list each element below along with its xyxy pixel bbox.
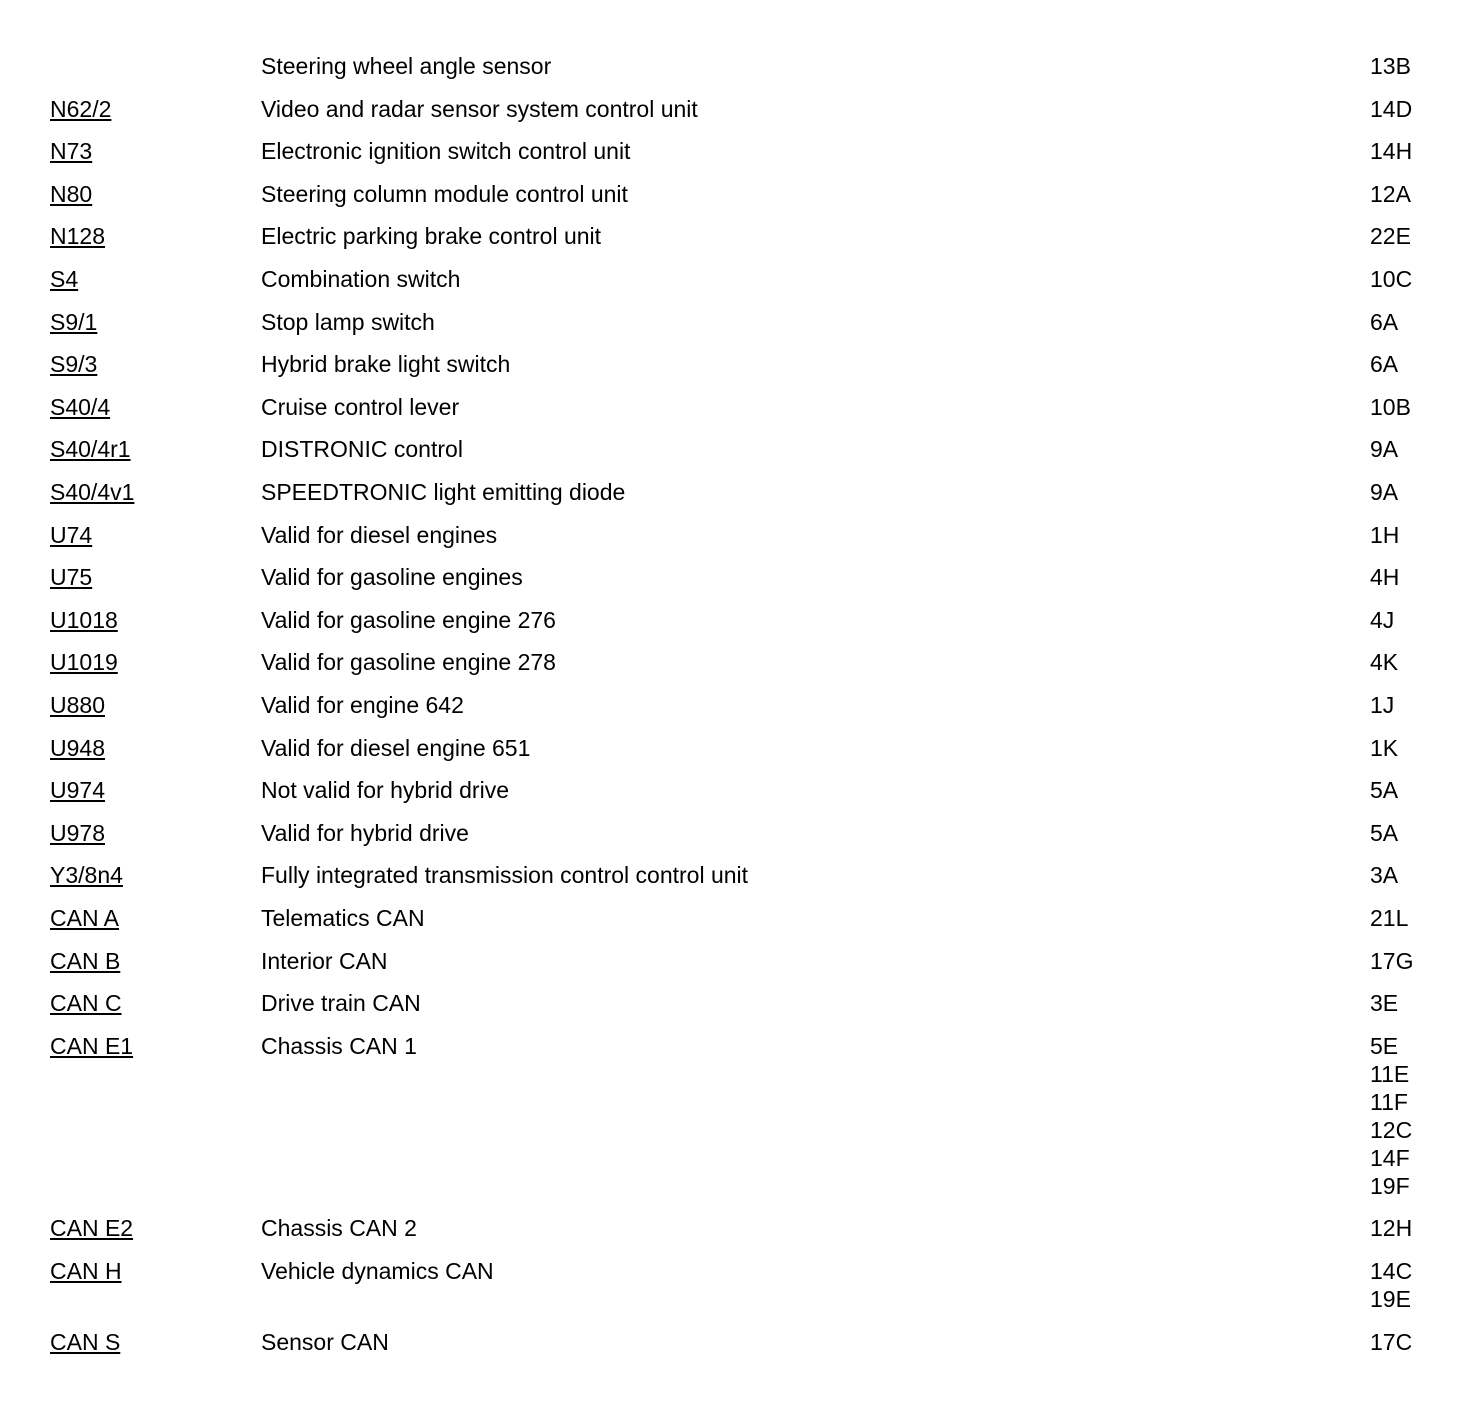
component-code-link[interactable]: S9/1 (50, 308, 98, 335)
grid-reference-list (1370, 265, 1412, 293)
component-description: Cruise control lever (261, 393, 460, 420)
component-description: Drive train CAN (261, 990, 421, 1017)
grid-reference: 17C (1370, 1328, 1413, 1355)
grid-reference-list (1370, 1328, 1412, 1356)
grid-reference: 1H (1370, 521, 1400, 548)
component-code-link[interactable]: U880 (50, 692, 105, 718)
grid-reference: 5A (1370, 777, 1399, 804)
component-code-link[interactable]: CAN H (50, 1258, 122, 1284)
component-code-link[interactable]: Y3/8n4 (50, 862, 123, 889)
grid-reference: 9A (1370, 479, 1399, 505)
grid-reference-list (1370, 691, 1394, 719)
grid-reference-list (1370, 95, 1412, 123)
component-description: Electronic ignition switch control unit (261, 138, 631, 165)
component-code-link[interactable]: S40/4v1 (50, 479, 135, 505)
grid-reference-list (1370, 478, 1398, 506)
grid-reference-list (1370, 861, 1398, 889)
component-description: Fully integrated transmission control control unit (261, 862, 749, 889)
component-code-link[interactable]: N62/2 (50, 95, 112, 122)
grid-reference-list (1370, 52, 1411, 80)
grid-reference-list (1370, 222, 1411, 250)
component-code-link[interactable]: CAN S (50, 1328, 121, 1355)
component-code-link[interactable]: CAN C (50, 990, 122, 1017)
grid-reference: 14F (1370, 1144, 1410, 1171)
grid-reference: 14C (1370, 1258, 1413, 1284)
component-description: Chassis CAN 2 (261, 1215, 417, 1242)
grid-reference-list (1370, 393, 1411, 421)
component-code-link[interactable]: S4 (50, 266, 79, 292)
component-code-link[interactable]: S40/4 (50, 393, 111, 420)
grid-reference-list (1370, 180, 1411, 208)
grid-reference: 6A (1370, 351, 1399, 378)
grid-reference-list (1370, 989, 1398, 1017)
component-description: Valid for diesel engines (261, 521, 498, 548)
component-code-link[interactable]: N80 (50, 180, 93, 207)
component-description: Telematics CAN (261, 905, 425, 931)
component-code-link[interactable]: U75 (50, 564, 93, 591)
grid-reference: 3A (1370, 862, 1399, 889)
grid-reference: 5E (1370, 1032, 1399, 1059)
component-description: Chassis CAN 1 (261, 1032, 417, 1059)
grid-reference-list (1370, 819, 1398, 847)
component-code-link[interactable]: CAN B (50, 947, 121, 974)
grid-reference: 11E (1370, 1060, 1410, 1087)
grid-reference: 4J (1370, 606, 1395, 633)
grid-reference: 1K (1370, 734, 1399, 761)
component-description: DISTRONIC control (261, 436, 463, 463)
grid-reference-list (1370, 435, 1398, 463)
grid-reference: 11F (1370, 1088, 1408, 1115)
component-code-link[interactable]: U948 (50, 734, 105, 761)
component-code-link[interactable]: CAN A (50, 905, 120, 931)
grid-reference-list (1370, 563, 1399, 591)
grid-reference: 4K (1370, 649, 1399, 676)
component-description: Not valid for hybrid drive (261, 777, 509, 804)
grid-reference: 12C (1370, 1116, 1413, 1143)
grid-reference: 5A (1370, 819, 1399, 846)
component-code-link[interactable]: CAN E1 (50, 1032, 134, 1059)
component-description: Video and radar sensor system control unit (261, 95, 698, 122)
grid-reference-list (1370, 606, 1394, 634)
component-description: Combination switch (261, 266, 461, 292)
grid-reference-list (1370, 1257, 1412, 1313)
grid-reference-list (1370, 1032, 1412, 1200)
grid-reference: 10B (1370, 393, 1411, 420)
component-description: Interior CAN (261, 947, 388, 974)
component-description: Stop lamp switch (261, 308, 435, 335)
grid-reference: 12A (1370, 180, 1411, 207)
component-code-link[interactable]: U1019 (50, 649, 118, 676)
component-code-link[interactable]: S9/3 (50, 351, 98, 378)
grid-reference: 1J (1370, 692, 1395, 718)
component-description: SPEEDTRONIC light emitting diode (261, 479, 626, 505)
component-code-link[interactable]: U974 (50, 777, 105, 804)
component-description: Sensor CAN (261, 1328, 389, 1355)
grid-reference: 19F (1370, 1172, 1410, 1199)
grid-reference-list (1370, 137, 1412, 165)
grid-reference: 4H (1370, 564, 1400, 591)
grid-reference-list (1370, 904, 1408, 932)
grid-reference-list (1370, 350, 1398, 378)
grid-reference: 19E (1370, 1286, 1411, 1312)
grid-reference: 12H (1370, 1215, 1413, 1242)
grid-reference: 14D (1370, 95, 1413, 122)
component-description: Steering wheel angle sensor (261, 53, 552, 79)
grid-reference-list (1370, 947, 1413, 975)
component-code-link[interactable]: N73 (50, 138, 93, 165)
component-description: Valid for hybrid drive (261, 819, 469, 846)
component-description: Hybrid brake light switch (261, 351, 511, 378)
grid-reference: 22E (1370, 223, 1411, 250)
component-description: Valid for engine 642 (261, 692, 464, 718)
component-description: Valid for gasoline engine 276 (261, 606, 556, 633)
grid-reference-list (1370, 1214, 1412, 1242)
grid-reference: 6A (1370, 308, 1399, 335)
grid-reference: 10C (1370, 266, 1413, 292)
component-description: Vehicle dynamics CAN (261, 1258, 494, 1284)
grid-reference: 21L (1370, 905, 1409, 931)
grid-reference-list (1370, 648, 1398, 676)
grid-reference-list (1370, 734, 1398, 762)
grid-reference: 17G (1370, 947, 1414, 974)
grid-reference: 14H (1370, 138, 1413, 165)
grid-reference-list (1370, 521, 1399, 549)
component-code-link[interactable]: N128 (50, 223, 105, 250)
grid-reference-list (1370, 776, 1398, 804)
component-description: Steering column module control unit (261, 180, 628, 207)
component-description: Valid for gasoline engines (261, 564, 523, 591)
component-description: Valid for gasoline engine 278 (261, 649, 556, 676)
component-description: Valid for diesel engine 651 (261, 734, 531, 761)
component-code-link[interactable]: U74 (50, 521, 93, 548)
grid-reference: 3E (1370, 990, 1399, 1017)
grid-reference: 9A (1370, 436, 1399, 463)
component-code-link[interactable]: S40/4r1 (50, 436, 131, 463)
component-code-link[interactable]: U978 (50, 819, 105, 846)
component-code-link[interactable]: CAN E2 (50, 1215, 134, 1242)
component-code-link[interactable]: U1018 (50, 606, 118, 633)
component-description: Electric parking brake control unit (261, 223, 602, 250)
grid-reference-list (1370, 308, 1398, 336)
grid-reference: 13B (1370, 53, 1411, 79)
